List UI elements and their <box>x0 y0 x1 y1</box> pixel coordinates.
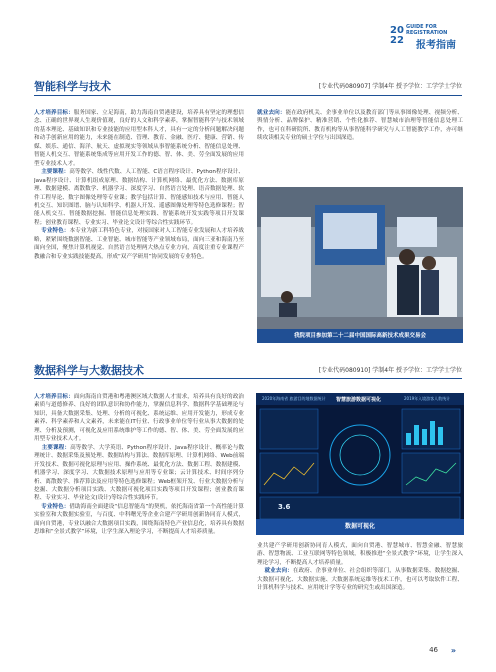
section-info: [专业代码080907] 学制4年 授予学位：工学学士学位 <box>318 83 462 90</box>
goal-label: 人才培养目标： <box>34 394 74 400</box>
course-text: 高等数学、线性代数、人工智能、C语言程序设计、Python程序设计、Java程序设计、计算机组成原理、数据结构、计算机网络、最优化方法、数据库原理、数据建模、离散数学、机器学习、深度学习、自然语言处理、语音数据处理、软件工程导论、数字图像处理等专业课；教学包括计算、智能感知技术与应用、智能人机交互、知识图谱、脑与认知科学、机器人开发、遥感图像处理等特色选修课程；智能人机交互、智能数据挖掘、智能信息处理实践、智能系统开发实践等项目开发课程；创业教育课程、专业实习、毕业论文设计等综合性实践环节。 <box>34 169 244 226</box>
feature-continued-text: 业共建产学研用创新协同育人模式，面向自贸港、智慧城市、智慧金融、智慧旅游、智慧物流、工业互联网等特色领域，积极推进“全景式教学”环境，让学生深入理论学习，不断提高人才培养质量。 <box>257 543 463 566</box>
section-title: 智能科学与技术 <box>34 80 111 93</box>
goal-text: 服务国家、立足海南，助力海南自贸港建设，培养具有坚定的理想信念、正确的世界观人生观价值观，良好的人文和科学素养，掌握智能科学与技术领域的基本理论、基础知识和专业技能的应用型本科人才，具有一定的分析问题解决问题和动手创新应用的能力，未来能在制造、管理、教育、金融、医疗、健康、营销、传媒、娱乐、通信、海洋、航天、虚拟现实等领域从事智能系统分析、智能信息处理、智能人机交互、智能系统集成等应用开发工作的德、智、体、美、劳全面发展的应用型专业技术人才。 <box>34 110 244 167</box>
feature-label: 专业特色： <box>41 503 70 510</box>
employ-label: 就业去向： <box>257 110 286 116</box>
course-text: 高等数学、大学英语、Python程序设计、Java程序设计、概率论与数理统计、数据采集及预处理、数据结构与算法、数据库原理、计算机网络、Web前端开发技术、数据可视化原理与应用、操作系统、最优化方法、数据工程、数据建模、机器学习、深度学习、大数据技术原理与应用等专业课；云计算技术、时间序列分析、离散数学、推荐算法及应用等特色选修课程；Web框架开发、行业大数据分析与挖掘、大数据分析项目实践、大数据可视化项目实践等项目开发课程；创业教育课程、专业实习、毕业论文(设计)等综合性实践环节。 <box>34 444 244 502</box>
photo-caption: 我院项目参加第二十二届中国国际高新技术成果交易会 <box>257 329 463 343</box>
section-info: [专业代码080910] 学制4年 授予学位：工学学士学位 <box>318 367 462 374</box>
course-label: 主要课程： <box>41 444 71 451</box>
employ-text: 在政府、企事业单位、社会组织等部门，从事数据采集、数据挖掘、大数据可视化、大数据实施、大数据系统运维等技术工作，也可以考取软件工程、计算机科学与技术、应用统计学等专业的研究生或出国深造。 <box>257 568 463 592</box>
feature-label: 专业特色： <box>41 228 70 235</box>
goal-text: 面向海南自贸港和粤港澳区域大数据人才需求，培养具有良好的政治素质与道德修养、良好的团队意识和协作能力，掌握信息科学、数据科学基础理论与知识，具备大数据采集、处理、分析的可视化、系统运维、应用开发能力，形成专业素养、科学素养和人文素养，未来能在IT行业、行政事业单位等行业从事大数据的处理、分析及预测，可视化及应用系统维护等工作的德、智、体、美、劳全面发展的应用型专业技术人才。 <box>34 394 244 443</box>
feature-text: 借助海南全面建设“信息智能岛”的契机，依托海南省第一个高性能计算实验室和大数据实验室，与百度、中科曙光等企业合建产学研用创新协同育人模式，面向自贸港，专业以融合大数据项目实践，围绕海南特色产业信息化，培养具有数据思维和“全景式教学”环境，让学生深入理论学习，不断提高人才培养质量。 <box>34 503 244 536</box>
dashboard-title-left: 2020年海南省 旅游目的地数据统计 <box>262 396 326 401</box>
section1-left-column <box>34 109 244 345</box>
course-label: 主要课程： <box>41 169 70 176</box>
dashboard-title-right: 2019年入境游客人数统计 <box>404 396 451 401</box>
dashboard-image <box>256 393 464 535</box>
logo-year: 20 22 <box>390 25 404 46</box>
employ-text: 能在政府机关、企事业单位以及教育部门等从事图像处理、视频分析、舆情分析、品牌保护、精准营销、个性化推荐、智慧城市治理等智能信息处理工作，也可在科研院所、教育机构等从事智能科学研究与人工智能教学工作，亦可继续攻读相关专业的硕士学位与出国深造。 <box>257 110 463 142</box>
section1-employ <box>257 109 463 181</box>
next-page-arrow-icon[interactable]: » <box>450 646 456 655</box>
employ-label: 就业去向： <box>264 568 293 575</box>
dashboard-title-main: 智慧旅游数据可视化 <box>336 397 382 403</box>
photo-caption: 数据可视化 <box>256 519 464 535</box>
feature-text: 本专业为新工科特色专业，对接国家对人工智能专业发展和人才培养战略，紧紧围绕数据智能、工业智能、城市智能等产业领域布局，面向三亚和海南乃至面向全国，聚焦计算机视觉、自然语言处理两大热点专业方向，高度注重专业课程产教融合和专业实践技能提高，形成“双产学研用”协同发展的专业特色。 <box>34 228 244 260</box>
section-divider <box>34 378 462 379</box>
section-title: 数据科学与大数据技术 <box>34 364 144 377</box>
dashboard-value: 3.6 <box>278 503 291 511</box>
section2-left-column <box>34 393 244 647</box>
section2-right-column <box>257 542 463 620</box>
logo-chinese-text: 报考指南 <box>416 40 456 51</box>
exhibition-photo <box>257 187 463 343</box>
section-divider <box>34 95 462 96</box>
logo-english-text: GUIDE FOR REGISTRATION <box>406 24 448 36</box>
page-number: 46 <box>429 646 438 654</box>
goal-label: 人才培养目标： <box>34 110 74 116</box>
